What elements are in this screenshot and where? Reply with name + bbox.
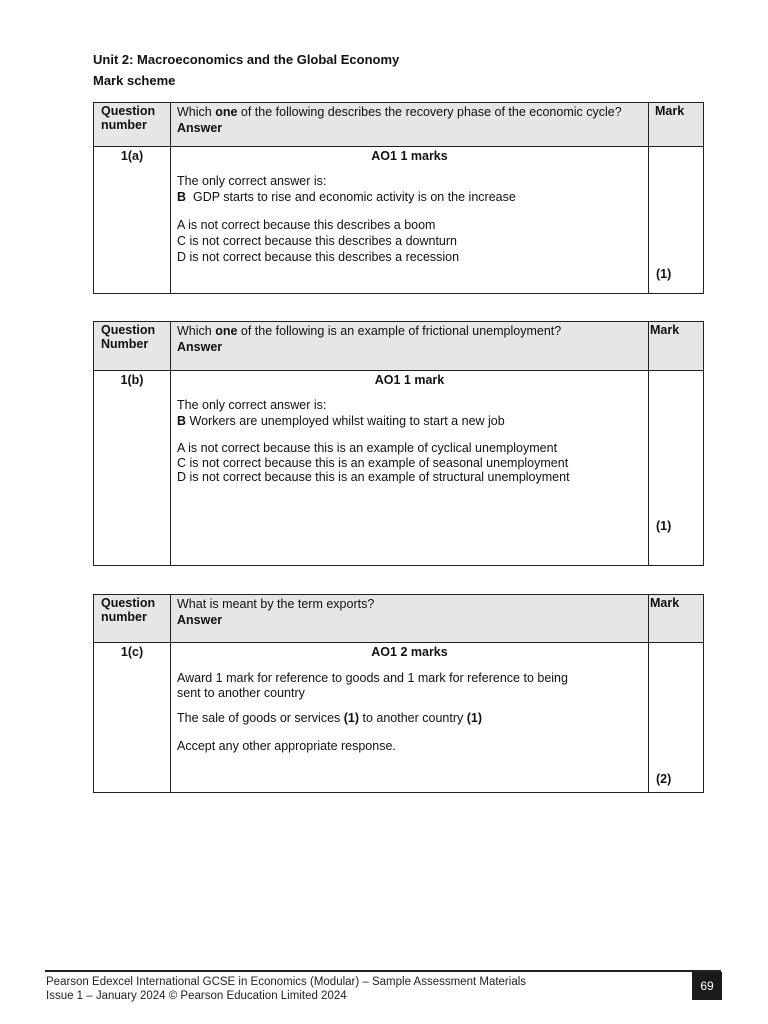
mark-value: (2) — [656, 772, 672, 786]
mark-cell — [649, 371, 704, 566]
question-text: Which one of the following describes the recovery phase of the economic cycle? Answer — [171, 103, 649, 147]
distractor-note: C is not correct because this describes a downturn — [177, 234, 457, 248]
assessment-objective: AO1 2 marks — [371, 645, 448, 659]
question-id: 1(c) — [94, 643, 171, 793]
question-text: What is meant by the term exports? Answer — [171, 595, 649, 643]
answer-body: AO1 1 mark The only correct answer is: B Workers are unemployed whilst waiting to start a new job A is not correct because this is an example of cyclical unemployment C is not correct because this is an example of seasonal unemployment D is not correct because this is an example of structural unemployment — [171, 371, 649, 566]
accept-note: Accept any other appropriate response. — [177, 739, 396, 753]
answer-body: AO1 1 marks The only correct answer is: B GDP starts to rise and economic activity is on the increase A is not correct because this describes a boom C is not correct because this describes a downturn D is not correct because this describes a recession — [171, 147, 649, 294]
footer-rule — [45, 970, 721, 972]
mark-value: (1) — [656, 267, 672, 281]
question-id: 1(b) — [94, 371, 171, 566]
footer-publication: Pearson Edexcel International GCSE in Economics (Modular) – Sample Assessment Materials — [46, 976, 527, 988]
distractor-note: A is not correct because this is an example of cyclical unemployment — [177, 441, 558, 455]
page-number: 69 — [692, 972, 722, 1000]
assessment-objective: AO1 1 mark — [374, 373, 445, 387]
distractor-note: D is not correct because this is an example of structural unemployment — [177, 470, 570, 484]
mark-cell — [649, 643, 704, 793]
answer-body — [171, 643, 649, 793]
question-1c-table — [93, 594, 704, 793]
question-text: Which one of the following is an example of frictional unemployment? Answer — [171, 322, 649, 371]
mark-header: Mark — [649, 595, 704, 643]
model-answer: The sale of goods or services (1) to another country (1) — [177, 711, 483, 725]
answer-label: Answer — [177, 340, 223, 354]
mark-scheme-heading: Mark scheme — [93, 73, 176, 88]
question-number-header: Question number — [94, 595, 171, 643]
unit-heading: Unit 2: Macroeconomics and the Global Economy — [93, 52, 400, 67]
mark-header: Mark — [649, 322, 704, 371]
distractor-note: C is not correct because this is an example of seasonal unemployment — [177, 455, 569, 470]
distractor-note: D is not correct because this describes a recession — [177, 250, 460, 264]
award-guidance: Award 1 mark for reference to goods and 1 mark for reference to being — [177, 671, 568, 685]
correct-answer: B GDP starts to rise and economic activity is on the increase — [177, 190, 516, 204]
mark-header: Mark — [649, 103, 704, 147]
mark-value: (1) — [656, 519, 672, 533]
distractor-note: A is not correct because this describes a boom — [177, 218, 436, 232]
question-1b-table — [93, 321, 704, 566]
answer-label: Answer — [177, 613, 223, 627]
question-1a-table — [93, 102, 704, 294]
question-number-header: Question Number — [94, 322, 171, 371]
question-id: 1(a) — [94, 147, 171, 294]
assessment-objective: AO1 1 marks — [371, 149, 448, 163]
footer-issue: Issue 1 – January 2024 © Pearson Education Limited 2024 — [46, 990, 347, 1002]
award-guidance: sent to another country — [177, 685, 305, 700]
mark-cell — [649, 147, 704, 294]
question-number-header: Question number — [94, 103, 171, 147]
answer-label: Answer — [177, 121, 223, 135]
correct-answer: B Workers are unemployed whilst waiting to start a new job — [177, 414, 505, 428]
